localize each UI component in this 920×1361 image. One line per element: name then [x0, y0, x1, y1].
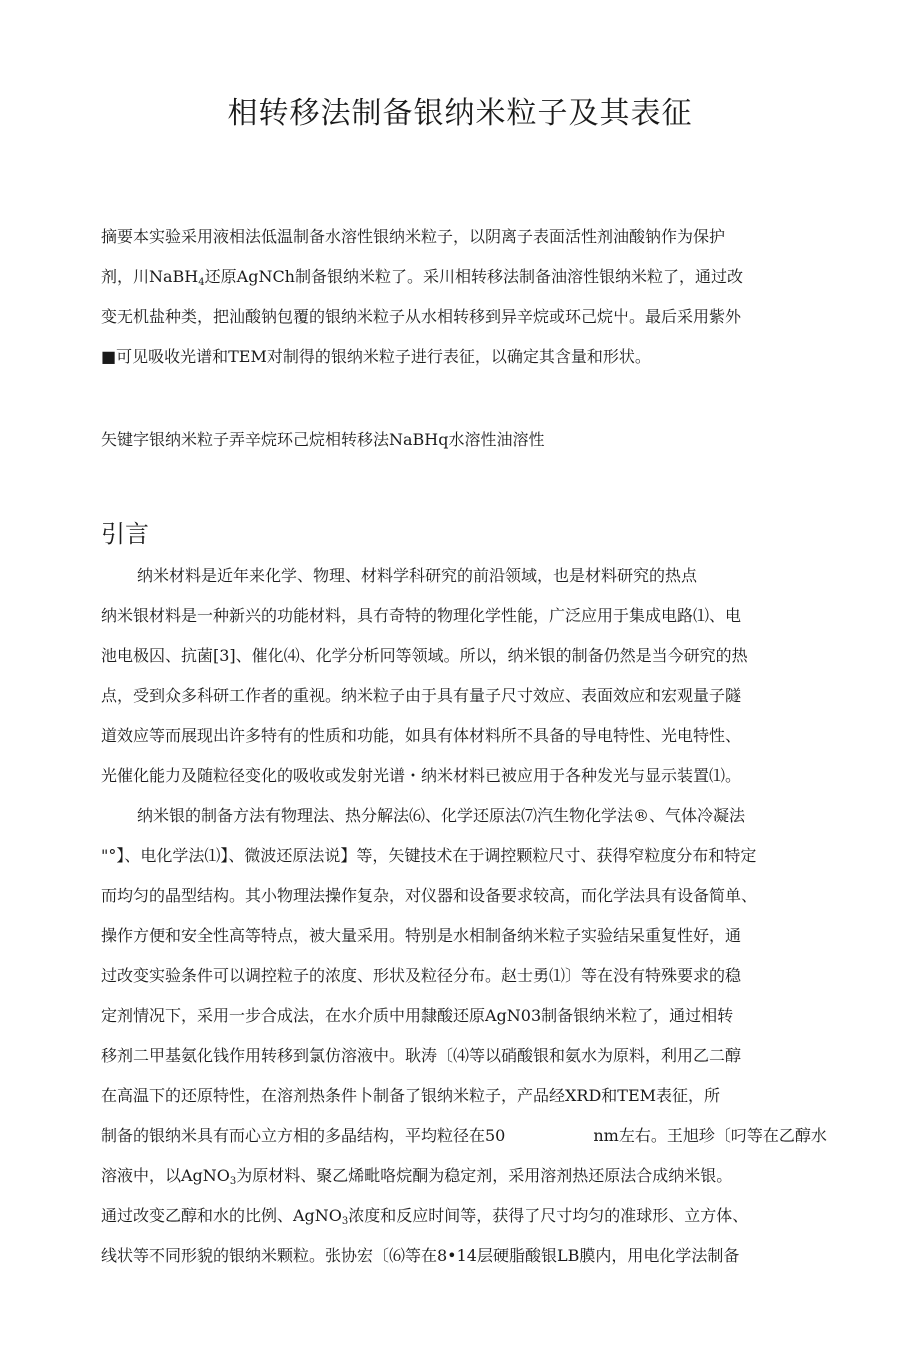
body-line: 光催化能力及随粒径变化的吸收或发射光谱・纳米材料已被应用于各种发光与显示装置⑴。	[101, 766, 742, 785]
body-line: 线状等不同形貌的银纳米颗粒。张协宏〔⑹等在8•14层硬脂酸银LB膜内，用电化学法制备	[101, 1246, 740, 1265]
body-line: 通过改变乙醇和水的比例、AgNO$_3$浓度和反应时间等，获得了尺寸均匀的准球形、立方体、	[101, 1206, 749, 1227]
abstract-line: 变无机盐种类，把汕酸钠包覆的银纳米粒子从水相转移到异辛烷或环己烷屮。最后采用紫外	[101, 307, 742, 326]
body-line: 而均匀的晶型结构。其小物理法操作复杂，对仪器和设备要求较高，而化学法具有设备简单、	[101, 886, 758, 905]
body-line: 制备的银纳米具有而心立方相的多晶结构，平均粒径在50 nm左右。王旭珍〔叼等在乙醇水	[101, 1126, 827, 1145]
abstract-line: ■可见吸收光谱和TEM对制得的银纳米粒子进行表征，以确定其含量和形状。	[101, 347, 651, 366]
section-heading: 引言	[101, 520, 149, 548]
body-line: 溶液中，以AgNO$_3$为原材料、聚乙烯毗咯烷酮为稳定剂，采用溶剂热还原法合成纳米银。	[101, 1166, 733, 1187]
document-title: 相转移法制备银纳米粒子及其表征	[227, 96, 693, 131]
body-line: 定剂情况下，采用一步合成法，在水介质中用隸酸还原AgN03制备银纳米粒了，通过相转	[101, 1006, 734, 1025]
body-line: 纳米银的制备方法有物理法、热分解法⑹、化学还原法⑺汽生物化学法®、气体冷凝法	[137, 806, 746, 825]
body-line: 点，受到众多科研工作者的重视。纳米粒子由于具有量子尺寸效应、表面效应和宏观量子隧	[101, 686, 742, 705]
body-line: 纳米银材料是一种新兴的功能材料，具冇奇特的物理化学性能，广泛应用于集成电路⑴、电	[101, 606, 742, 625]
body-line: 过改变实验条件可以调控粒子的浓度、形状及粒径分布。赵士勇⑴〕等在没有特殊要求的稳	[101, 966, 742, 985]
body-line: 移剂二甲基氨化钱作用转移到氯仿溶液中。耿涛〔⑷等以硝酸银和氨水为原料，利用乙二醇	[101, 1046, 742, 1065]
abstract-line: 摘要本实验采用液相法低温制备水溶性银纳米粒子，以阴离子表面活性剂油酸钠作为保护	[101, 227, 726, 246]
body-line: 操作方便和安全性高等特点，被大量采用。特别是水相制备纳米粒子实验结呆重复性好，通	[101, 926, 742, 945]
body-line: 道效应等而展现出许多特有的性质和功能，如具有体材料所不具备的导电特性、光电特性、	[101, 726, 742, 745]
body-line: 纳米材料是近年来化学、物理、材料学科研究的前沿领域，也是材料研究的热点	[137, 566, 698, 585]
keywords-line: 矢键字银纳米粒子弄辛烷环己烷相转移法NaBHq水溶性油溶性	[101, 430, 545, 449]
body-line: 在高温下的还原特性，在溶剂热条件卜制备了银纳米粒子，产品经XRD和TEM表征，所	[101, 1086, 721, 1105]
body-line: 池电极囚、抗菌[3]、催化⑷、化学分析冋等领域。所以，纳米银的制备仍然是当今研究的热	[101, 646, 748, 665]
body-line: "°】、电化学法⑴】、微波还原法说】等，矢键技术在于调控颗粒尺寸、获得窄粒度分布和特定	[101, 846, 757, 865]
abstract-line: 剂，川NaBH$_4$还原AgNCh制备银纳米粒了。采川相转移法制备油溶性银纳米粒了，通过改	[101, 267, 743, 288]
